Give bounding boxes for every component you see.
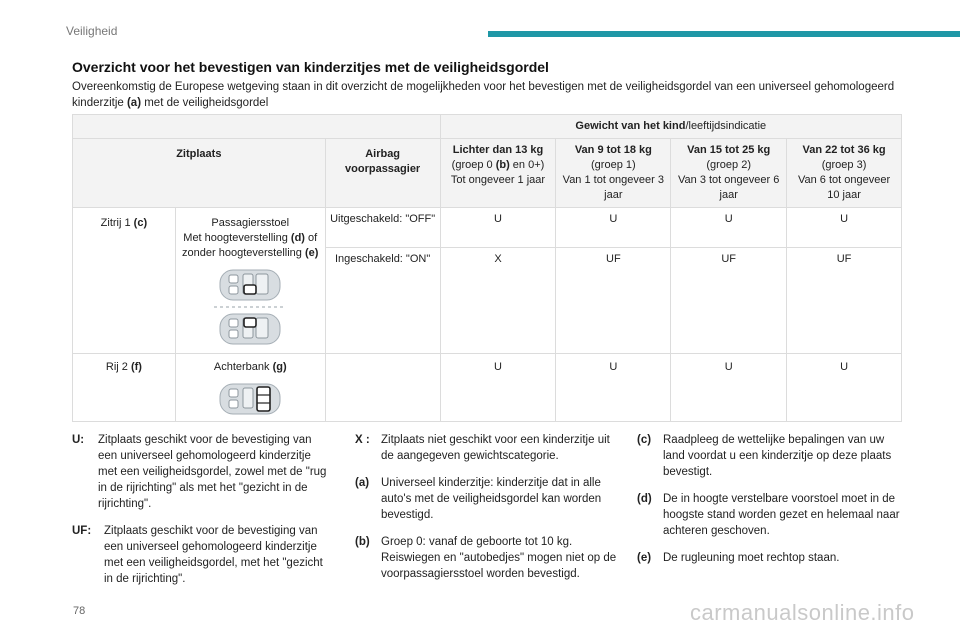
col-header-seat: Zitplaats [73,139,326,208]
note-item: (c) Raadpleeg de wettelijke bepalingen van uw land voordat u een kinderzitje op deze plaats bevestigt. [637,434,892,478]
front-seat-diagram-icon [213,267,287,349]
col-header-weight: Lichter dan 13 kg (groep 0 (b) en 0+) Tot ongeveer 1 jaar [440,139,556,208]
rear-seat-diagram-icon [213,381,287,417]
airbag-empty-cell [325,354,440,422]
weight-group-header: Gewicht van het kind/leeftijdsindicatie [440,115,901,139]
airbag-off-cell: Uitgeschakeld: "OFF" [325,208,440,248]
col-header-weight: Van 9 tot 18 kg (groep 1) Van 1 tot ongeveer 3 jaar [556,139,671,208]
table-cell: U [556,354,671,422]
seat-cell-passenger: Passagiersstoel Met hoogteverstelling (d) of zonder hoogteverstelling (e) [175,208,325,354]
note-item: (d) De in hoogte verstelbare voorstoel moet in de hoogste stand worden gezet en helemaal naar achteren geschoven. [637,493,900,537]
notes-column-3 [637,432,902,577]
page-number: 78 [73,605,86,617]
note-item: X : Zitplaats niet geschikt voor een kinderzitje uit de aangegeven gewichtscategorie. [355,434,610,462]
table-cell: UF [787,248,902,354]
child-seat-table [72,114,902,422]
table-cell: U [671,208,787,248]
table-cell: U [440,208,556,248]
table-cell: X [440,248,556,354]
table-cell: U [787,354,902,422]
watermark: carmanualsonline.info [690,600,915,625]
notes-column-2 [355,432,620,593]
col-header-airbag: Airbag voorpassagier [325,139,440,208]
table-corner-cell [73,115,441,139]
row-label-row1: Zitrij 1 (c) [73,208,176,354]
note-item: (b) Groep 0: vanaf de geboorte tot 10 kg. Reiswiegen en "autobedjes" mogen niet op de voorpassagiersstoel worden bevestigd. [355,536,617,580]
table-cell: UF [556,248,671,354]
table-cell: UF [671,248,787,354]
page-title: Overzicht voor het bevestigen van kinderzitjes met de veiligheidsgordel [72,59,549,75]
note-item: UF: Zitplaats geschikt voor de bevestiging van een universeel gehomologeerd kinderzitje met een veiligheidsgordel, met het "gezicht in de rijrichting". [72,525,323,585]
intro-paragraph: Overeenkomstig de Europese wetgeving staan in dit overzicht de mogelijkheden voor het bevestigen met de veiligheidsgordel van een universeel gehomologeerd kinderzitje (a) met de veiligheidsgordel [72,81,895,109]
table-cell: U [671,354,787,422]
notes-column-1 [72,432,332,598]
note-item: U: Zitplaats geschikt voor de bevestiging van een universeel gehomologeerd kinderzitje met een veiligheidsgordel, zowel met de "rug in de rijrichting" als met het "gezicht in de rijrichting". [72,434,327,510]
table-cell: U [787,208,902,248]
row-label-row2: Rij 2 (f) [73,354,176,422]
table-cell: U [440,354,556,422]
col-header-weight: Van 22 tot 36 kg (groep 3) Van 6 tot ongeveer 10 jaar [787,139,902,208]
table-cell: U [556,208,671,248]
note-item: (a) Universeel kinderzitje: kinderzitje dat in alle auto's met de veiligheidsgordel kan worden bevestigd. [355,477,602,521]
note-item: (e) De rugleuning moet rechtop staan. [637,552,840,564]
header-accent-bar [488,31,960,37]
section-header: Veiligheid [66,24,118,38]
airbag-on-cell: Ingeschakeld: "ON" [325,248,440,354]
col-header-weight: Van 15 tot 25 kg (groep 2) Van 3 tot ongeveer 6 jaar [671,139,787,208]
seat-cell-rear: Achterbank (g) [175,354,325,422]
